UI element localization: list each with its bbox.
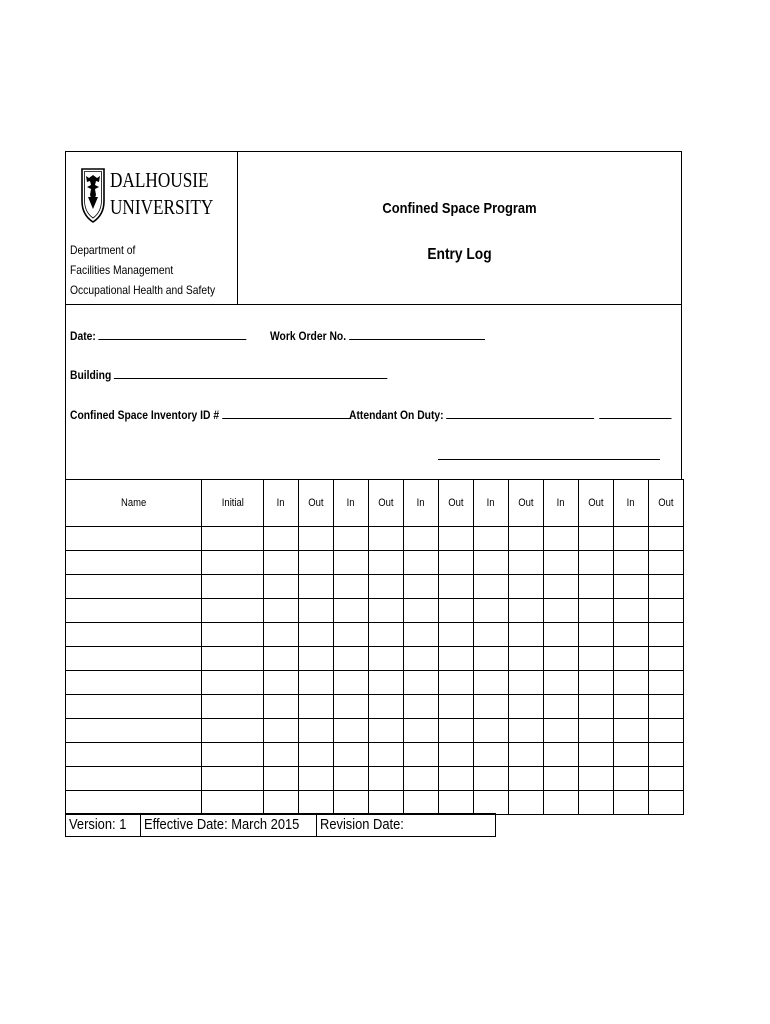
table-cell[interactable] [334,743,369,767]
table-cell[interactable] [66,719,202,743]
table-cell[interactable] [439,671,474,695]
table-cell[interactable] [509,767,544,791]
table-cell[interactable] [299,791,334,815]
table-cell[interactable] [334,791,369,815]
table-cell[interactable] [544,575,579,599]
table-cell[interactable] [439,551,474,575]
table-cell[interactable] [404,647,439,671]
table-cell[interactable] [66,743,202,767]
table-cell[interactable] [334,551,369,575]
table-row [66,767,684,791]
dept-line-3: Occupational Health and Safety [70,283,216,297]
log-title: Entry Log [427,246,492,263]
table-cell[interactable] [579,791,614,815]
form-fields [65,304,682,480]
table-cell[interactable] [404,623,439,647]
table-cell[interactable] [474,527,509,551]
table-cell[interactable] [264,623,299,647]
date-line[interactable] [99,328,247,340]
table-cell[interactable] [649,767,684,791]
table-cell[interactable] [66,695,202,719]
col-header-name: Name [66,480,202,527]
col-header-out: Out [649,480,684,527]
col-header-in: In [544,480,579,527]
table-cell[interactable] [66,791,202,815]
table-cell[interactable] [649,791,684,815]
table-cell[interactable] [474,695,509,719]
table-cell[interactable] [264,599,299,623]
table-cell[interactable] [369,719,404,743]
table-cell[interactable] [544,551,579,575]
table-cell[interactable] [509,743,544,767]
table-cell[interactable] [404,671,439,695]
col-header-in: In [264,480,299,527]
table-cell[interactable] [264,767,299,791]
table-cell[interactable] [369,551,404,575]
table-cell[interactable] [202,623,264,647]
building-line[interactable] [114,367,387,379]
table-cell[interactable] [299,671,334,695]
attendant-label: Attendant On Duty: [349,408,444,422]
table-cell[interactable] [439,647,474,671]
col-header-in: In [334,480,369,527]
table-cell[interactable] [614,791,649,815]
col-header-initial: Initial [202,480,264,527]
university-logo [80,167,214,225]
header-left-cell [66,152,238,304]
col-header-in: In [474,480,509,527]
table-cell[interactable] [334,575,369,599]
table-cell[interactable] [202,719,264,743]
table-cell[interactable] [264,671,299,695]
table-cell[interactable] [439,719,474,743]
table-cell[interactable] [369,767,404,791]
table-cell[interactable] [544,527,579,551]
table-cell[interactable] [202,599,264,623]
table-cell[interactable] [509,551,544,575]
table-cell[interactable] [369,695,404,719]
table-cell[interactable] [579,719,614,743]
inventory-line[interactable] [222,407,351,419]
table-cell[interactable] [264,791,299,815]
inventory-label: Confined Space Inventory ID # [70,408,220,422]
table-cell[interactable] [299,695,334,719]
work-order-label: Work Order No. [270,329,347,343]
table-cell[interactable] [334,719,369,743]
table-cell[interactable] [299,719,334,743]
attendant-field[interactable] [349,407,671,422]
table-cell[interactable] [649,599,684,623]
table-cell[interactable] [474,671,509,695]
table-cell[interactable] [334,767,369,791]
table-cell[interactable] [202,695,264,719]
table-cell[interactable] [544,623,579,647]
table-cell[interactable] [202,671,264,695]
table-cell[interactable] [509,647,544,671]
table-cell[interactable] [649,695,684,719]
table-cell[interactable] [264,743,299,767]
table-cell[interactable] [404,767,439,791]
table-cell[interactable] [579,671,614,695]
table-cell[interactable] [614,623,649,647]
table-row [66,647,684,671]
table-cell[interactable] [439,527,474,551]
table-cell[interactable] [404,551,439,575]
table-cell[interactable] [474,551,509,575]
table-cell[interactable] [299,623,334,647]
table-cell[interactable] [579,647,614,671]
effective-date-cell: Effective Date: March 2015 [141,814,317,836]
table-cell[interactable] [544,719,579,743]
table-cell[interactable] [404,719,439,743]
table-cell[interactable] [369,791,404,815]
table-cell[interactable] [299,551,334,575]
building-field[interactable] [70,367,388,382]
table-cell[interactable] [264,575,299,599]
table-cell[interactable] [66,527,202,551]
table-cell[interactable] [544,647,579,671]
col-header-in: In [404,480,439,527]
col-header-out: Out [439,480,474,527]
table-cell[interactable] [509,695,544,719]
table-cell[interactable] [404,791,439,815]
table-cell[interactable] [439,695,474,719]
table-cell[interactable] [649,719,684,743]
table-cell[interactable] [474,719,509,743]
table-cell[interactable] [66,599,202,623]
crest-icon [80,167,106,223]
table-cell[interactable] [579,623,614,647]
col-header-out: Out [299,480,334,527]
table-cell[interactable] [649,743,684,767]
table-cell[interactable] [299,575,334,599]
table-cell[interactable] [579,599,614,623]
table-row [66,599,684,623]
program-title: Confined Space Program [382,200,537,217]
table-cell[interactable] [544,791,579,815]
department-block [70,240,215,300]
table-cell[interactable] [509,575,544,599]
table-cell[interactable] [404,599,439,623]
table-cell[interactable] [66,671,202,695]
table-cell[interactable] [614,551,649,575]
dept-line-1: Department of [70,243,136,257]
table-cell[interactable] [202,551,264,575]
table-cell[interactable] [369,527,404,551]
table-row [66,623,684,647]
table-cell[interactable] [439,599,474,623]
work-order-field[interactable] [270,328,485,343]
table-cell[interactable] [579,575,614,599]
table-cell[interactable] [439,623,474,647]
table-cell[interactable] [369,575,404,599]
table-row [66,695,684,719]
table-row [66,551,684,575]
table-cell[interactable] [649,647,684,671]
table-cell[interactable] [474,575,509,599]
table-cell[interactable] [614,743,649,767]
table-cell[interactable] [66,767,202,791]
table-cell[interactable] [579,527,614,551]
table-cell[interactable] [509,791,544,815]
col-header-out: Out [369,480,404,527]
table-row [66,791,684,815]
table-cell[interactable] [649,671,684,695]
table-cell[interactable] [439,743,474,767]
table-cell[interactable] [509,719,544,743]
table-cell[interactable] [202,527,264,551]
table-cell[interactable] [439,575,474,599]
table-cell[interactable] [299,527,334,551]
table-cell[interactable] [404,527,439,551]
table-cell[interactable] [439,767,474,791]
table-cell[interactable] [299,743,334,767]
attendant-extra-field[interactable] [438,448,660,463]
table-cell[interactable] [544,599,579,623]
table-cell[interactable] [544,671,579,695]
revision-date-cell: Revision Date: [320,816,404,833]
table-cell[interactable] [334,623,369,647]
table-cell[interactable] [614,599,649,623]
table-cell[interactable] [474,623,509,647]
table-cell[interactable] [404,695,439,719]
table-cell[interactable] [474,767,509,791]
form-header [65,151,682,305]
table-cell[interactable] [66,575,202,599]
table-cell[interactable] [202,743,264,767]
table-row [66,671,684,695]
table-cell[interactable] [202,647,264,671]
document-footer [65,813,496,837]
table-cell[interactable] [509,623,544,647]
table-cell[interactable] [614,647,649,671]
table-cell[interactable] [369,743,404,767]
date-label: Date: [70,329,96,343]
table-cell[interactable] [299,647,334,671]
table-cell[interactable] [264,647,299,671]
table-cell[interactable] [649,527,684,551]
table-cell[interactable] [579,743,614,767]
table-header-row [66,480,684,527]
table-cell[interactable] [334,527,369,551]
col-header-out: Out [579,480,614,527]
attendant-line-3[interactable] [438,448,660,460]
table-cell[interactable] [614,719,649,743]
table-cell[interactable] [369,671,404,695]
table-cell[interactable] [404,575,439,599]
attendant-line-2[interactable] [599,407,671,419]
table-cell[interactable] [334,671,369,695]
table-cell[interactable] [649,575,684,599]
table-cell[interactable] [369,647,404,671]
table-cell[interactable] [439,791,474,815]
table-row [66,575,684,599]
table-cell[interactable] [264,527,299,551]
table-row [66,719,684,743]
header-title-cell [238,152,681,304]
entry-log-table [65,479,684,815]
table-cell[interactable] [334,647,369,671]
table-cell[interactable] [614,695,649,719]
table-cell[interactable] [614,575,649,599]
work-order-line[interactable] [349,328,485,340]
table-cell[interactable] [404,743,439,767]
col-header-in: In [614,480,649,527]
table-cell[interactable] [334,695,369,719]
inventory-field[interactable] [70,407,351,422]
table-cell[interactable] [544,767,579,791]
table-cell[interactable] [649,551,684,575]
table-cell[interactable] [614,527,649,551]
table-cell[interactable] [474,743,509,767]
table-cell[interactable] [264,695,299,719]
table-row [66,743,684,767]
table-cell[interactable] [649,623,684,647]
table-cell[interactable] [202,575,264,599]
table-cell[interactable] [474,647,509,671]
table-cell[interactable] [264,719,299,743]
table-cell[interactable] [544,743,579,767]
version-cell: Version: 1 [66,814,141,836]
building-label: Building [70,368,112,382]
dept-line-2: Facilities Management [70,263,174,277]
col-header-out: Out [509,480,544,527]
table-cell[interactable] [369,599,404,623]
date-field[interactable] [70,328,247,343]
attendant-line-1[interactable] [446,407,594,419]
table-cell[interactable] [66,623,202,647]
table-cell[interactable] [544,695,579,719]
table-cell[interactable] [202,767,264,791]
table-cell[interactable] [66,551,202,575]
table-cell[interactable] [264,551,299,575]
table-cell[interactable] [579,551,614,575]
table-cell[interactable] [614,671,649,695]
table-cell[interactable] [579,695,614,719]
table-cell[interactable] [334,599,369,623]
logo-word-1: DALHOUSIE [110,168,209,192]
table-cell[interactable] [474,791,509,815]
table-cell[interactable] [579,767,614,791]
table-cell[interactable] [509,599,544,623]
table-cell[interactable] [474,599,509,623]
table-body [66,527,684,815]
table-cell[interactable] [369,623,404,647]
logo-word-2: UNIVERSITY [110,195,214,219]
table-cell[interactable] [66,647,202,671]
table-cell[interactable] [299,599,334,623]
table-row [66,527,684,551]
table-cell[interactable] [299,767,334,791]
table-cell[interactable] [614,767,649,791]
table-cell[interactable] [509,671,544,695]
table-cell[interactable] [202,791,264,815]
table-cell[interactable] [509,527,544,551]
